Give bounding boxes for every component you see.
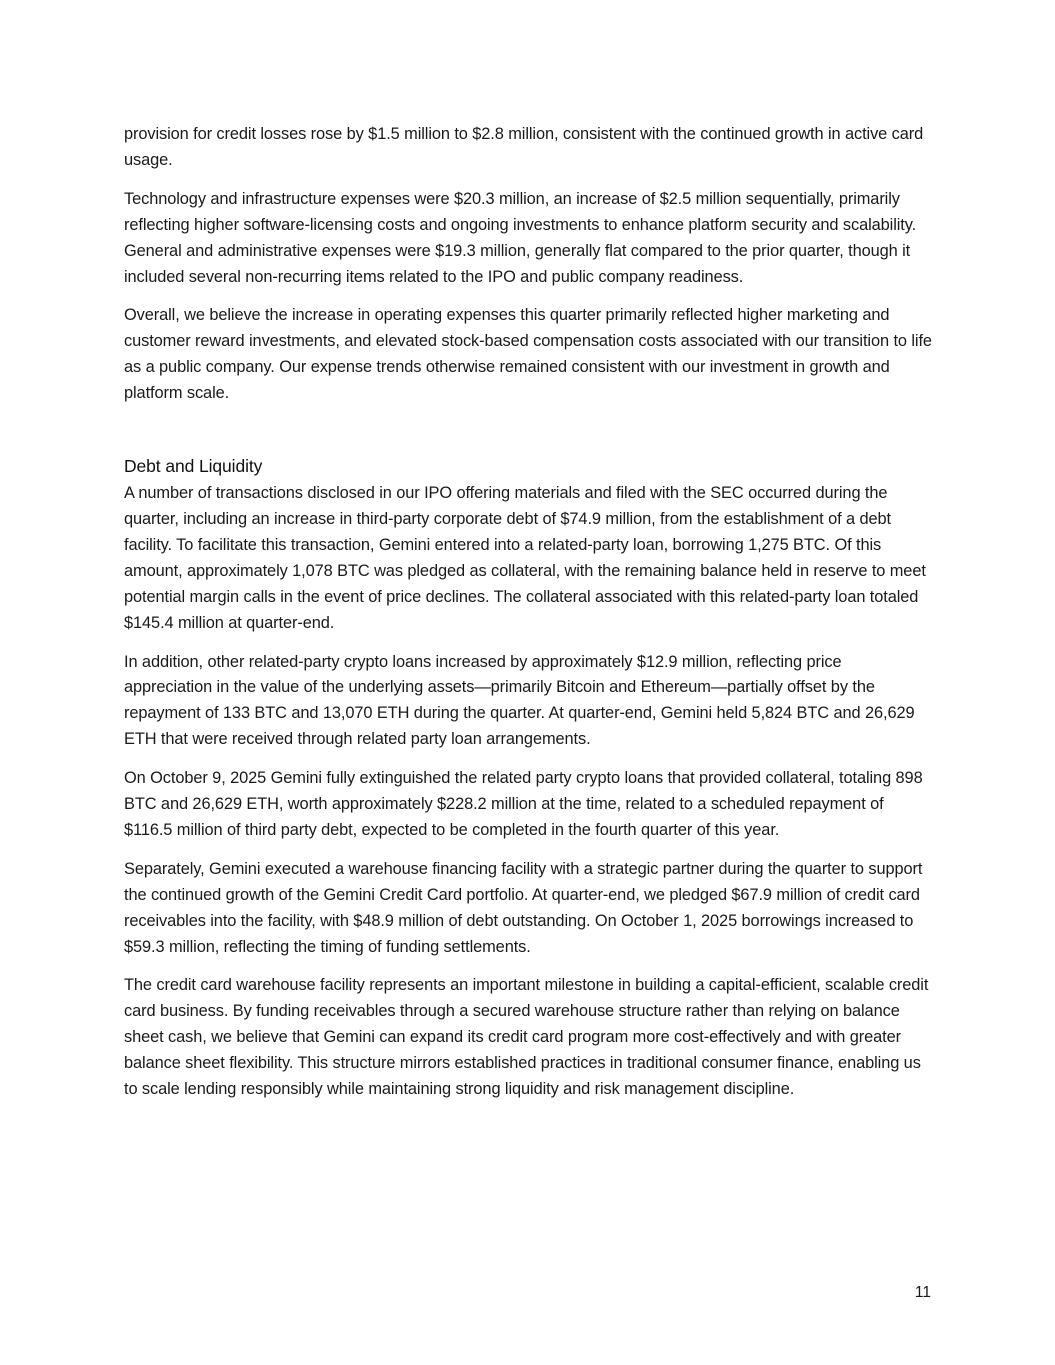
paragraph-loan-extinguishment: On October 9, 2025 Gemini fully extinguished the related party crypto loans that provided collateral, totaling 898 BTC and 26,629 ETH, worth approximately $228.2 million at the time, related to a scheduled repayment of $116.5 million of third party debt, expected to be completed in the fourth quarter of this year. <box>124 769 923 839</box>
paragraph-warehouse-milestone: The credit card warehouse facility represents an important milestone in building a capital-efficient, scalable credit card business. By funding receivables through a secured warehouse structure rather than relying on balance sheet cash, we believe that Gemini can expand its credit card program more cost-effectively and with greater balance sheet flexibility. This structure mirrors established practices in traditional consumer finance, enabling us to scale lending responsibly while maintaining strong liquidity and risk management discipline. <box>124 976 929 1099</box>
paragraph-ipo-transactions: A number of transactions disclosed in our IPO offering materials and filed with the SEC occurred during the quarter, including an increase in third-party corporate debt of $74.9 million, from the establishment of a debt facility. To facilitate this transaction, Gemini entered into a related-party loan, borrowing 1,275 BTC. Of this amount, approximately 1,078 BTC was pledged as collateral, with the remaining balance held in reserve to meet potential margin calls in the event of price declines. The collateral associated with this related-party loan totaled $145.4 million at quarter-end. <box>124 484 926 632</box>
section-heading-debt-liquidity: Debt and Liquidity <box>124 456 263 477</box>
paragraph-credit-losses: provision for credit losses rose by $1.5 million to $2.8 million, consistent with the continued growth in active card usage. <box>124 125 924 169</box>
paragraph-operating-expenses-summary: Overall, we believe the increase in operating expenses this quarter primarily reflected higher marketing and customer reward investments, and elevated stock-based compensation costs associated with our transition to life as a public company. Our expense trends otherwise remained consistent with our investment in growth and platform scale. <box>124 306 932 403</box>
page-number: 11 <box>914 1284 931 1301</box>
paragraph-warehouse-facility: Separately, Gemini executed a warehouse financing facility with a strategic partner during the quarter to support the continued growth of the Gemini Credit Card portfolio. At quarter-end, we pledged $67.9 million of credit card receivables into the facility, with $48.9 million of debt outstanding. On October 1, 2025 borrowings increased to $59.3 million, reflecting the timing of funding settlements. <box>124 859 923 956</box>
document-page <box>124 122 932 1116</box>
paragraph-technology-expenses: Technology and infrastructure expenses were $20.3 million, an increase of $2.5 million sequentially, primarily reflecting higher software-licensing costs and ongoing investments to enhance platform security and scalability. General and administrative expenses were $19.3 million, generally flat compared to the prior quarter, though it included several non-recurring items related to the IPO and public company readiness. <box>124 189 917 286</box>
paragraph-related-party-loans: In addition, other related-party crypto loans increased by approximately $12.9 million, reflecting price appreciation in the value of the underlying assets—primarily Bitcoin and Ethereum—partially offset by the repayment of 133 BTC and 13,070 ETH during the quarter. At quarter-end, Gemini held 5,824 BTC and 26,629 ETH that were received through related party loan arrangements. <box>124 652 915 749</box>
